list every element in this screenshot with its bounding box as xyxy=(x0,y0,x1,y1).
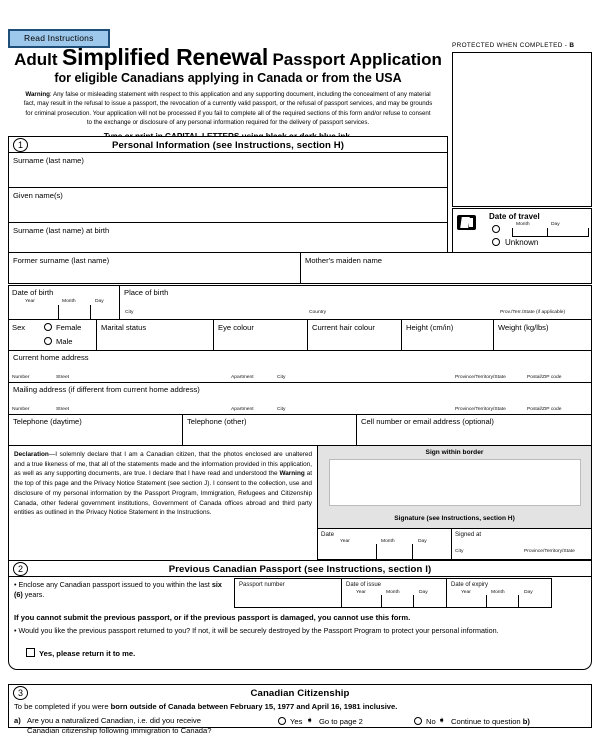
question-a-line-1: Are you a naturalized Canadian, i.e. did you receive xyxy=(27,716,201,725)
question-a-label: a) xyxy=(14,716,21,725)
section-3-header xyxy=(8,684,592,701)
label-sig-year: Year xyxy=(340,539,350,544)
expiry-tick-2 xyxy=(518,595,519,607)
no-action-text: Continue to question xyxy=(451,717,523,726)
label-pob-country: Country xyxy=(309,310,327,315)
bullet-return-text: Would you like the previous passport returned to you? If not, it will be securely destroyed by the Passport Program to protect your personal information. xyxy=(18,626,499,635)
issue-tick-1 xyxy=(381,595,382,607)
label-mail-street: Street xyxy=(56,407,70,412)
label-home-number: Number xyxy=(12,375,30,380)
label-dob-month: Month xyxy=(62,299,76,304)
label-signed-at: Signed at xyxy=(455,531,482,538)
label-mothers-maiden-name: Mother's maiden name xyxy=(305,256,383,265)
label-given-names: Given name(s) xyxy=(13,191,63,200)
label-date-of-expiry: Date of expiry xyxy=(451,582,489,588)
radio-citizenship-no[interactable] xyxy=(414,717,422,725)
bullet-enclose-b: six (6) xyxy=(14,580,222,599)
radio-sex-female[interactable] xyxy=(44,323,52,331)
label-sign-within-border: Sign within border xyxy=(425,449,484,456)
label-cell-or-email: Cell number or email address (optional) xyxy=(361,417,494,426)
label-date-of-birth: Date of birth xyxy=(12,288,54,297)
section-2-title: Previous Canadian Passport (see Instructions, section I) xyxy=(168,564,432,575)
section-2-bullet-enclose: • Enclose any Canadian passport issued to you within the last six (6) years. xyxy=(14,580,222,599)
radio-travel-unknown[interactable] xyxy=(492,238,500,246)
label-weight: Weight (kg/lbs) xyxy=(498,323,549,332)
dob-tick-2 xyxy=(90,305,91,319)
label-date-of-issue: Date of issue xyxy=(346,582,382,588)
read-instructions-button[interactable]: Read Instructions xyxy=(8,29,110,48)
signature-input[interactable] xyxy=(329,459,581,506)
label-no-action xyxy=(451,718,530,726)
section-2-bullet-return: • Would you like the previous passport returned to you? If not, it will be securely destroyed by the Passport Program to protect your personal information. xyxy=(14,626,499,635)
label-issue-year: Year xyxy=(356,590,366,595)
label-eye-colour: Eye colour xyxy=(218,323,254,332)
label-signature-date: Date xyxy=(321,531,335,538)
radio-sex-male[interactable] xyxy=(44,337,52,345)
dob-tick-1 xyxy=(58,305,59,319)
label-sex: Sex xyxy=(12,323,26,332)
travel-tick-right xyxy=(588,228,589,237)
travel-date-rule xyxy=(512,236,588,237)
no-action-bold: b) xyxy=(522,717,530,726)
sig-tick-2 xyxy=(412,544,413,559)
label-home-city: City xyxy=(277,375,286,380)
label-expiry-month: Month xyxy=(491,590,505,595)
bullet-enclose-a: Enclose any Canadian passport issued to you within the last xyxy=(18,580,212,589)
label-surname: Surname (last name) xyxy=(13,156,84,165)
label-marital-status: Marital status xyxy=(101,323,147,332)
sig-tick-1 xyxy=(376,544,377,559)
label-former-surname: Former surname (last name) xyxy=(13,256,110,265)
passport-suitcase-icon xyxy=(457,215,476,230)
label-passport-number: Passport number xyxy=(239,582,285,588)
photo-box[interactable] xyxy=(452,52,592,207)
label-dob-day: Day xyxy=(95,299,104,304)
label-mail-number: Number xyxy=(12,407,30,412)
label-travel-unknown: Unknown xyxy=(505,238,539,247)
label-signed-prov: Province/Territory/State xyxy=(524,549,575,554)
label-home-apartment: Apartment xyxy=(231,375,254,380)
label-sex-female: Female xyxy=(56,323,82,332)
issue-tick-2 xyxy=(413,595,414,607)
radio-date-of-travel[interactable] xyxy=(492,225,500,233)
page-title xyxy=(8,46,448,69)
label-home-street: Street xyxy=(56,375,70,380)
protected-classification xyxy=(452,42,574,49)
label-issue-day: Day xyxy=(419,590,428,595)
section-1-number: 1 xyxy=(13,138,28,152)
protected-text: PROTECTED WHEN COMPLETED - xyxy=(452,42,570,49)
radio-citizenship-yes[interactable] xyxy=(278,717,286,725)
label-place-of-birth: Place of birth xyxy=(124,288,169,297)
label-citizenship-yes: Yes xyxy=(290,717,303,726)
travel-tick-mid xyxy=(547,228,548,237)
declaration-text xyxy=(14,450,312,518)
label-citizenship-no: No xyxy=(426,717,436,726)
section-3-title: Canadian Citizenship xyxy=(250,688,350,699)
title-passport: Passport Application xyxy=(272,50,442,69)
label-expiry-day: Day xyxy=(524,590,533,595)
label-home-prov: Province/Territory/State xyxy=(455,375,506,380)
label-signed-city: City xyxy=(455,549,464,554)
label-yes-action: Go to page 2 xyxy=(319,717,363,726)
warning-label: Warning xyxy=(25,91,50,98)
label-mailing-address: Mailing address (if different from current home address) xyxy=(13,385,200,394)
section-2-cannot-submit: If you cannot submit the previous passport, or if the previous passport is damaged, you cannot use this form. xyxy=(14,613,411,622)
bullet-enclose-c: years. xyxy=(22,589,45,599)
section-2-number: 2 xyxy=(13,562,28,576)
label-height: Height (cm/in) xyxy=(406,323,454,332)
declaration-body-2: at the top of this page and the Privacy Notice Statement (see section J). I consent to the collection, use and disclosure of my personal information by the Passport Program, Immigration, Refugees and Citizenship Canada, other federal government institutions, Government of Canada offices abroad and third party entities as outlined in the Privacy Notice Statement in the Instructions. xyxy=(14,470,312,517)
declaration-warning-word: Warning xyxy=(279,470,305,478)
warning-body: : Any false or misleading statement with respect to this application and any supporting document, including the concealment of any material fact, may result in the refusal to issue a passport, the revocation of a currently valid passport, or the refusal of passport services, and may be grounds for criminal prosecution. Your application will not be processed if you fail to complete all of the required sections of this form and/or refuse to consent to the exchange or disclosure of any personal information required for the delivery of passport services. xyxy=(23,91,433,126)
label-sig-day: Day xyxy=(418,539,427,544)
protected-class: B xyxy=(569,42,575,49)
field-given-names[interactable] xyxy=(8,187,448,223)
expiry-tick-1 xyxy=(486,595,487,607)
label-telephone-daytime: Telephone (daytime) xyxy=(13,417,82,426)
title-adult: Adult xyxy=(14,50,58,69)
page-subtitle: for eligible Canadians applying in Canada or from the USA xyxy=(54,71,402,85)
label-dob-year: Year xyxy=(25,299,35,304)
section-1-header xyxy=(8,136,448,153)
label-issue-month: Month xyxy=(386,590,400,595)
warning-paragraph xyxy=(8,90,448,127)
declaration-body-1: —I solemnly declare that I am a Canadian citizen, that the photos enclosed are unaltered and a true likeness of me, that all of the statements made and the information provided in this application, as well as any supporting documents, are true. I declare that I have read and understood the xyxy=(14,451,312,478)
label-mail-prov: Province/Territory/State xyxy=(455,407,506,412)
label-current-home-address: Current home address xyxy=(13,353,89,362)
label-sex-male: Male xyxy=(56,337,73,346)
label-pob-prov: Prov./Terr./State (if applicable) xyxy=(500,310,566,315)
label-expiry-year: Year xyxy=(461,590,471,595)
section-2-header xyxy=(8,560,592,577)
section-1-title: Personal Information (see Instructions, section H) xyxy=(111,140,345,151)
label-sig-month: Month xyxy=(381,539,395,544)
question-a-line-2: Canadian citizenship following immigration to Canada? xyxy=(27,726,212,735)
label-travel-day: Day xyxy=(551,222,560,227)
title-main: Simplified Renewal xyxy=(62,44,269,70)
label-home-postal: Postal/ZIP code xyxy=(527,375,562,380)
checkbox-return-passport[interactable] xyxy=(26,648,35,657)
label-surname-at-birth: Surname (last name) at birth xyxy=(13,226,110,235)
arrow-no-icon: ➧ xyxy=(438,715,446,725)
label-return-passport: Yes, please return it to me. xyxy=(39,649,136,658)
intro-a: To be completed if you were xyxy=(14,702,111,711)
arrow-yes-icon: ➧ xyxy=(306,715,314,725)
form-header xyxy=(8,46,448,141)
label-telephone-other: Telephone (other) xyxy=(187,417,247,426)
label-date-of-travel: Date of travel xyxy=(489,212,540,221)
section-3-intro xyxy=(14,703,397,711)
intro-b: born outside of Canada between February 15, 1977 and April 16, 1981 inclusive. xyxy=(110,702,398,711)
label-travel-month: Month xyxy=(516,222,530,227)
label-mail-city: City xyxy=(277,407,286,412)
label-mail-apartment: Apartment xyxy=(231,407,254,412)
label-hair-colour: Current hair colour xyxy=(312,323,375,332)
label-signature-caption: Signature (see Instructions, section H) xyxy=(394,515,515,522)
travel-tick-left xyxy=(512,228,513,237)
declaration-label: Declaration xyxy=(14,451,49,458)
section-3-number: 3 xyxy=(13,686,28,700)
label-mail-postal: Postal/ZIP code xyxy=(527,407,562,412)
label-pob-city: City xyxy=(125,310,134,315)
